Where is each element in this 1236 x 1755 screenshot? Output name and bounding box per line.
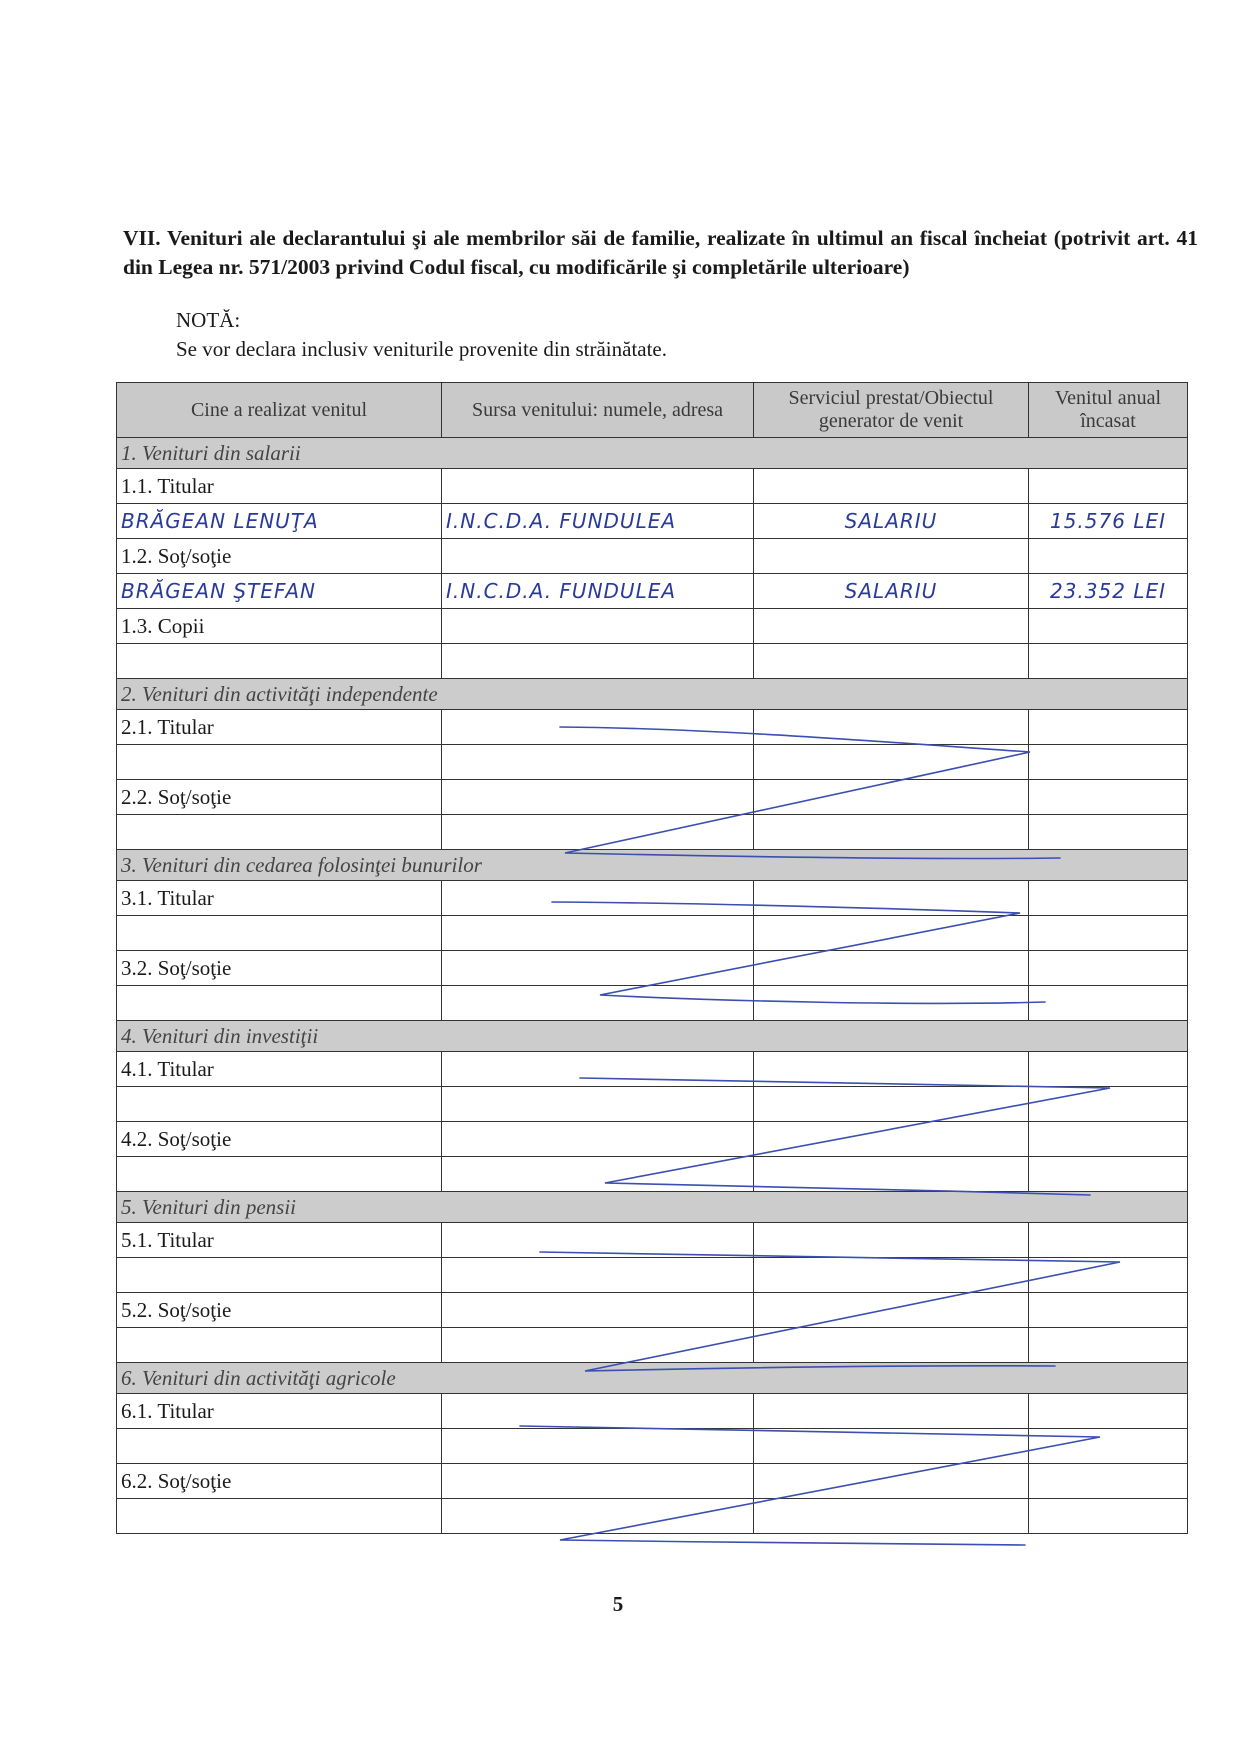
empty-cell (1029, 539, 1188, 574)
earner-name: BRĂGEAN ŞTEFAN (117, 574, 442, 609)
empty-cell (117, 1258, 442, 1293)
table-row (117, 815, 1188, 850)
section-row (117, 438, 1188, 469)
row-label: 1.2. Soţ/soţie (117, 539, 442, 574)
empty-cell (442, 1499, 754, 1534)
empty-cell (1029, 951, 1188, 986)
section-row (117, 1363, 1188, 1394)
empty-cell (117, 986, 442, 1021)
empty-cell (442, 780, 754, 815)
empty-cell (442, 1429, 754, 1464)
note-block (176, 306, 667, 364)
empty-cell (1029, 469, 1188, 504)
table-row (117, 1258, 1188, 1293)
empty-cell (754, 780, 1029, 815)
row-label: 1.3. Copii (117, 609, 442, 644)
section-title: 1. Venituri din salarii (117, 438, 1188, 469)
earner-name: BRĂGEAN LENUŢA (117, 504, 442, 539)
empty-cell (442, 1394, 754, 1429)
empty-cell (442, 469, 754, 504)
table-row (117, 1499, 1188, 1534)
service-provided: SALARIU (754, 504, 1029, 539)
empty-cell (442, 745, 754, 780)
section-row (117, 1021, 1188, 1052)
header-service: Serviciul prestat/Obiectul generator de venit (754, 383, 1029, 438)
empty-cell (1029, 1258, 1188, 1293)
empty-cell (754, 1293, 1029, 1328)
empty-cell (1029, 815, 1188, 850)
table-row (117, 1223, 1188, 1258)
empty-cell (1029, 1464, 1188, 1499)
page-number: 5 (612, 1592, 624, 1616)
section-title: 4. Venituri din investiţii (117, 1021, 1188, 1052)
handwritten-row (117, 574, 1188, 609)
empty-cell (754, 539, 1029, 574)
section-heading: VII. Venituri ale declarantului şi ale membrilor săi de familie, realizate în ultimul an fiscal încheiat (potrivit art. 41 din Legea nr. 571/2003 privind Codul fiscal, cu modificările şi completările ulterioare) (123, 226, 1198, 279)
empty-cell (754, 1223, 1029, 1258)
note-text: Se vor declara inclusiv veniturile provenite din străinătate. (176, 337, 667, 361)
income-source: I.N.C.D.A. FUNDULEA (442, 504, 754, 539)
empty-cell (1029, 780, 1188, 815)
table-row (117, 986, 1188, 1021)
empty-cell (754, 951, 1029, 986)
empty-cell (1029, 1328, 1188, 1363)
empty-cell (754, 1499, 1029, 1534)
table-header-row (117, 383, 1188, 438)
empty-cell (117, 745, 442, 780)
empty-cell (754, 1464, 1029, 1499)
table-row (117, 1328, 1188, 1363)
annual-income: 23.352 LEI (1029, 574, 1188, 609)
empty-cell (1029, 644, 1188, 679)
row-label: 3.1. Titular (117, 881, 442, 916)
empty-cell (754, 469, 1029, 504)
table-row (117, 1157, 1188, 1192)
row-label: 4.2. Soţ/soţie (117, 1122, 442, 1157)
empty-cell (1029, 745, 1188, 780)
table-row (117, 1087, 1188, 1122)
empty-cell (754, 644, 1029, 679)
header-income: Venitul anual încasat (1029, 383, 1188, 438)
table-row (117, 780, 1188, 815)
empty-cell (442, 881, 754, 916)
section-row (117, 850, 1188, 881)
handwritten-row (117, 504, 1188, 539)
empty-cell (442, 951, 754, 986)
row-label: 5.1. Titular (117, 1223, 442, 1258)
empty-cell (754, 1122, 1029, 1157)
section-title: 5. Venituri din pensii (117, 1192, 1188, 1223)
row-label: 2.2. Soţ/soţie (117, 780, 442, 815)
empty-cell (117, 916, 442, 951)
empty-cell (754, 881, 1029, 916)
empty-cell (442, 1087, 754, 1122)
empty-cell (1029, 609, 1188, 644)
empty-cell (754, 815, 1029, 850)
empty-cell (442, 1328, 754, 1363)
table-row (117, 881, 1188, 916)
empty-cell (117, 815, 442, 850)
empty-cell (754, 609, 1029, 644)
empty-cell (754, 1052, 1029, 1087)
section-row (117, 1192, 1188, 1223)
table-row (117, 469, 1188, 504)
empty-cell (1029, 1122, 1188, 1157)
empty-cell (754, 1157, 1029, 1192)
table-row (117, 644, 1188, 679)
empty-cell (117, 644, 442, 679)
empty-cell (1029, 1157, 1188, 1192)
empty-cell (442, 1052, 754, 1087)
empty-cell (754, 710, 1029, 745)
note-label: NOTĂ: (176, 308, 241, 332)
table-row (117, 710, 1188, 745)
empty-cell (117, 1157, 442, 1192)
empty-cell (1029, 986, 1188, 1021)
empty-cell (754, 986, 1029, 1021)
table-row (117, 1394, 1188, 1429)
empty-cell (1029, 1223, 1188, 1258)
empty-cell (1029, 710, 1188, 745)
empty-cell (1029, 1293, 1188, 1328)
empty-cell (1029, 1429, 1188, 1464)
empty-cell (442, 1258, 754, 1293)
section-title: 6. Venituri din activităţi agricole (117, 1363, 1188, 1394)
section-row (117, 679, 1188, 710)
table-row (117, 1122, 1188, 1157)
header-earner: Cine a realizat venitul (117, 383, 442, 438)
section-title: 2. Venituri din activităţi independente (117, 679, 1188, 710)
row-label: 1.1. Titular (117, 469, 442, 504)
row-label: 4.1. Titular (117, 1052, 442, 1087)
table-row (117, 1293, 1188, 1328)
row-label: 6.1. Titular (117, 1394, 442, 1429)
empty-cell (442, 644, 754, 679)
empty-cell (117, 1328, 442, 1363)
annual-income: 15.576 LEI (1029, 504, 1188, 539)
row-label: 6.2. Soţ/soţie (117, 1464, 442, 1499)
empty-cell (754, 1087, 1029, 1122)
empty-cell (442, 1293, 754, 1328)
empty-cell (117, 1087, 442, 1122)
table-row (117, 609, 1188, 644)
empty-cell (117, 1499, 442, 1534)
empty-cell (442, 1464, 754, 1499)
empty-cell (1029, 1052, 1188, 1087)
empty-cell (754, 916, 1029, 951)
empty-cell (1029, 1499, 1188, 1534)
empty-cell (442, 815, 754, 850)
empty-cell (1029, 916, 1188, 951)
row-label: 5.2. Soţ/soţie (117, 1293, 442, 1328)
empty-cell (1029, 1087, 1188, 1122)
empty-cell (442, 916, 754, 951)
table-row (117, 951, 1188, 986)
empty-cell (442, 986, 754, 1021)
header-source: Sursa venitului: numele, adresa (442, 383, 754, 438)
empty-cell (442, 1157, 754, 1192)
service-provided: SALARIU (754, 574, 1029, 609)
empty-cell (754, 1258, 1029, 1293)
empty-cell (754, 745, 1029, 780)
row-label: 2.1. Titular (117, 710, 442, 745)
row-label: 3.2. Soţ/soţie (117, 951, 442, 986)
table-row (117, 745, 1188, 780)
empty-cell (117, 1429, 442, 1464)
empty-cell (442, 609, 754, 644)
table-row (117, 1464, 1188, 1499)
empty-cell (442, 1122, 754, 1157)
empty-cell (442, 539, 754, 574)
empty-cell (754, 1429, 1029, 1464)
table-row (117, 1052, 1188, 1087)
empty-cell (442, 1223, 754, 1258)
table-row (117, 1429, 1188, 1464)
empty-cell (442, 710, 754, 745)
empty-cell (754, 1394, 1029, 1429)
table-row (117, 539, 1188, 574)
income-source: I.N.C.D.A. FUNDULEA (442, 574, 754, 609)
income-table (116, 382, 1188, 1534)
empty-cell (754, 1328, 1029, 1363)
section-title: 3. Venituri din cedarea folosinţei bunurilor (117, 850, 1188, 881)
table-row (117, 916, 1188, 951)
empty-cell (1029, 881, 1188, 916)
empty-cell (1029, 1394, 1188, 1429)
